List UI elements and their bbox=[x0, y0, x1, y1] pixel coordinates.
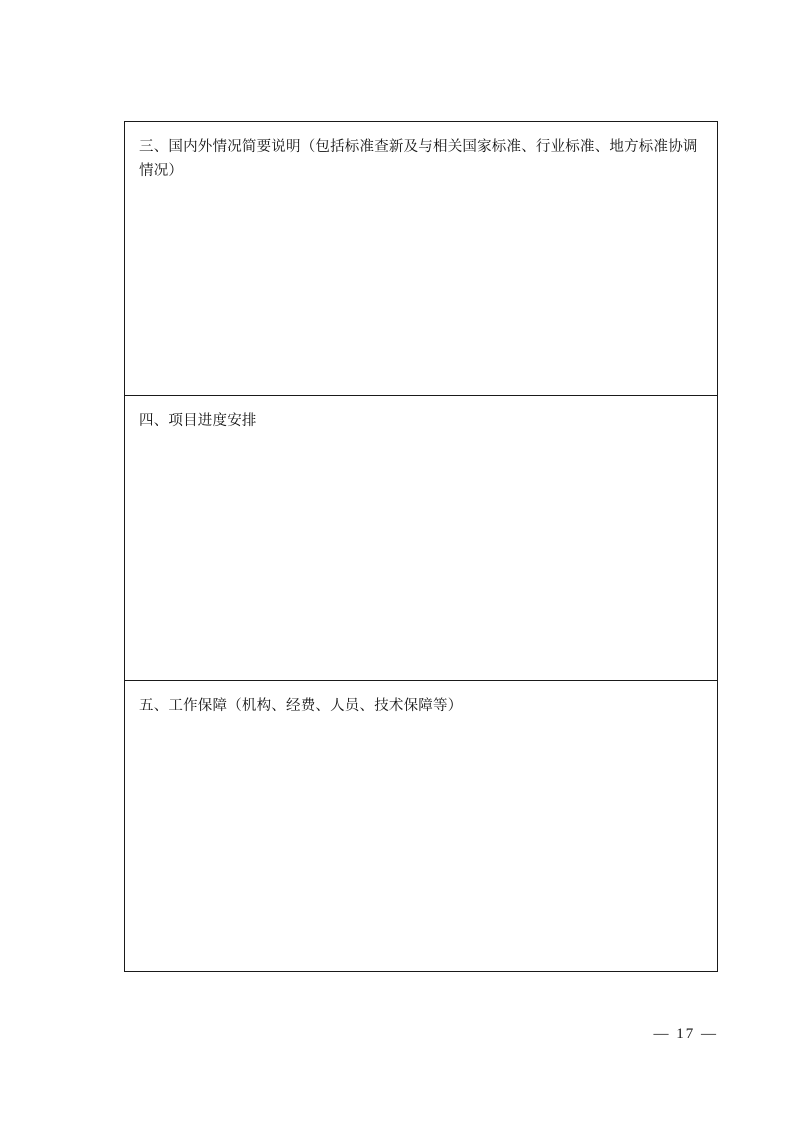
section-3-title: 三、国内外情况简要说明（包括标准查新及与相关国家标准、行业标准、地方标准协调情况） bbox=[139, 139, 698, 179]
section-5-title: 五、工作保障（机构、经费、人员、技术保障等） bbox=[139, 698, 463, 714]
project-form-table bbox=[124, 121, 718, 972]
section-4-title: 四、项目进度安排 bbox=[139, 413, 257, 429]
table-row-section-5 bbox=[125, 681, 717, 971]
page-number: — 17 — bbox=[653, 1026, 718, 1042]
table-row-section-3 bbox=[125, 122, 717, 396]
table-row-section-4 bbox=[125, 396, 717, 681]
